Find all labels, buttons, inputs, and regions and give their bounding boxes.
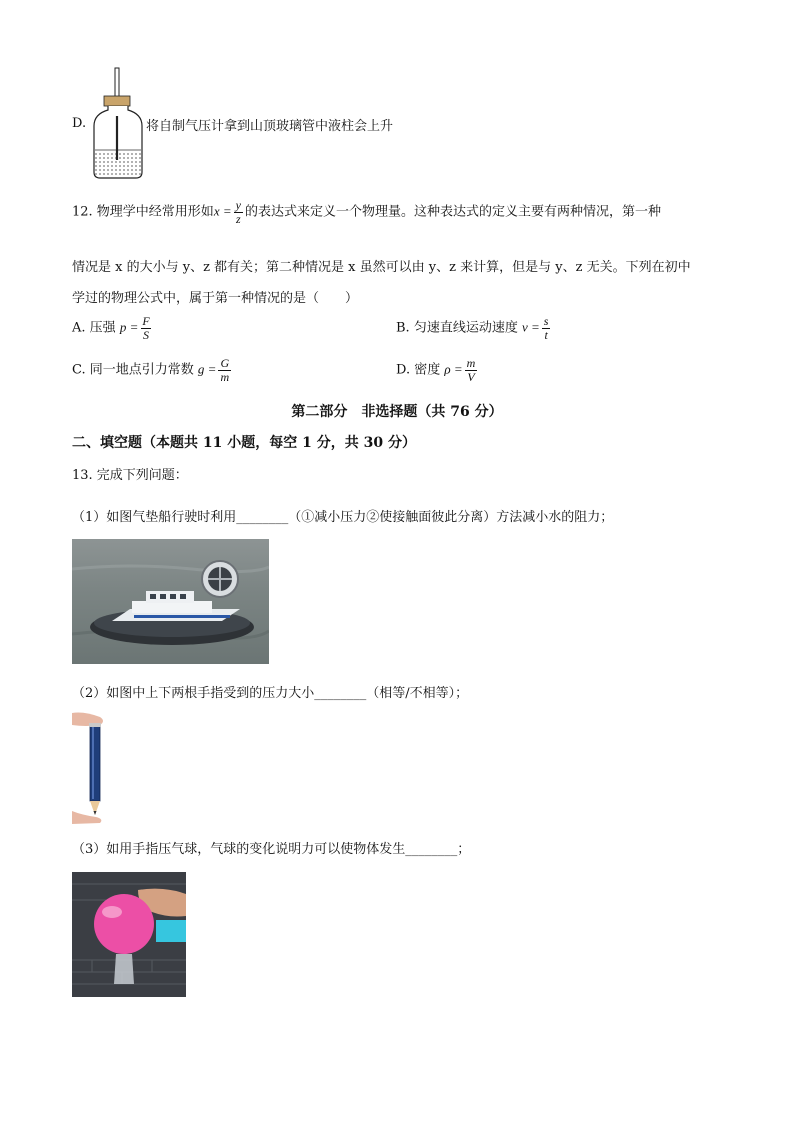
option-label: 压强 — [89, 320, 116, 336]
q12-option-c — [72, 357, 233, 383]
option-letter: B. — [396, 320, 410, 336]
q12-line1 — [72, 199, 661, 225]
option-formula-fraction — [542, 315, 551, 341]
option-formula-num: s — [543, 314, 549, 328]
option-label: 同一地点引力常数 — [89, 362, 194, 378]
hovercraft-illustration — [72, 539, 269, 664]
option-formula-lhs: g = — [197, 361, 217, 377]
option-formula-lhs: v = — [521, 319, 540, 335]
option-formula-num: F — [142, 314, 150, 328]
q12-formula-den: z — [235, 211, 241, 226]
part2-title: 第二部分 非选择题（共 76 分） — [291, 404, 503, 420]
q12-option-a — [72, 315, 154, 341]
option-formula-fraction — [140, 315, 151, 341]
option-d-text: 将自制气压计拿到山顶玻璃管中液柱会上升 — [146, 119, 394, 134]
option-formula-num: G — [220, 356, 230, 370]
option-formula-fraction — [218, 357, 231, 383]
option-formula-den: V — [467, 369, 475, 384]
option-formula-fraction — [465, 357, 478, 383]
q12-formula-fraction — [234, 199, 243, 225]
pencil-fingers-photo — [72, 711, 108, 824]
q12-option-d — [396, 357, 479, 383]
option-label: 密度 — [414, 362, 441, 378]
q12-intro-after: 的表达式来定义一个物理量。这种表达式的定义主要有两种情况，第一种 — [244, 204, 661, 220]
option-formula-lhs: ρ = — [444, 361, 463, 377]
option-letter: A. — [72, 320, 86, 336]
option-label: 匀速直线运动速度 — [413, 320, 518, 336]
option-d-letter: D. — [72, 116, 87, 131]
q12-intro-before: 12. 物理学中经常用形如 — [72, 204, 214, 220]
q12-formula-num: y — [235, 198, 241, 212]
option-formula-lhs: p = — [119, 319, 139, 335]
balloon-photo — [72, 872, 186, 997]
hovercraft-photo — [72, 539, 269, 664]
option-formula-num: m — [466, 356, 476, 370]
balloon-illustration — [72, 872, 186, 997]
q12-formula-lhs: x = — [213, 203, 232, 219]
q13-sub3: （3）如用手指压气球，气球的变化说明力可以使物体发生________； — [72, 842, 471, 857]
pencil-illustration — [72, 711, 108, 824]
q12-line2: 情况是 x 的大小与 y、z 都有关；第二种情况是 x 虽然可以由 y、z 来计算，但是与 y、z 无关。下列在初中 — [72, 260, 691, 275]
option-formula-den: t — [544, 327, 548, 342]
q12-option-b — [396, 315, 552, 341]
section2-title: 二、填空题（本题共 11 小题，每空 1 分，共 30 分） — [72, 435, 416, 451]
q13-sub1: （1）如图气垫船行驶时利用________（①减小压力②使接触面彼此分离）方法减小水的阻力； — [72, 510, 614, 525]
barometer-figure — [90, 66, 146, 180]
option-formula-den: m — [220, 369, 230, 384]
q12-line3: 学过的物理公式中，属于第一种情况的是（ ） — [72, 291, 359, 306]
q13-sub2: （2）如图中上下两根手指受到的压力大小________（相等/不相等）； — [72, 686, 469, 701]
option-letter: D. — [396, 362, 411, 378]
option-formula-den: S — [143, 327, 150, 342]
q13-title: 13. 完成下列问题： — [72, 468, 188, 483]
option-letter: C. — [72, 362, 86, 378]
